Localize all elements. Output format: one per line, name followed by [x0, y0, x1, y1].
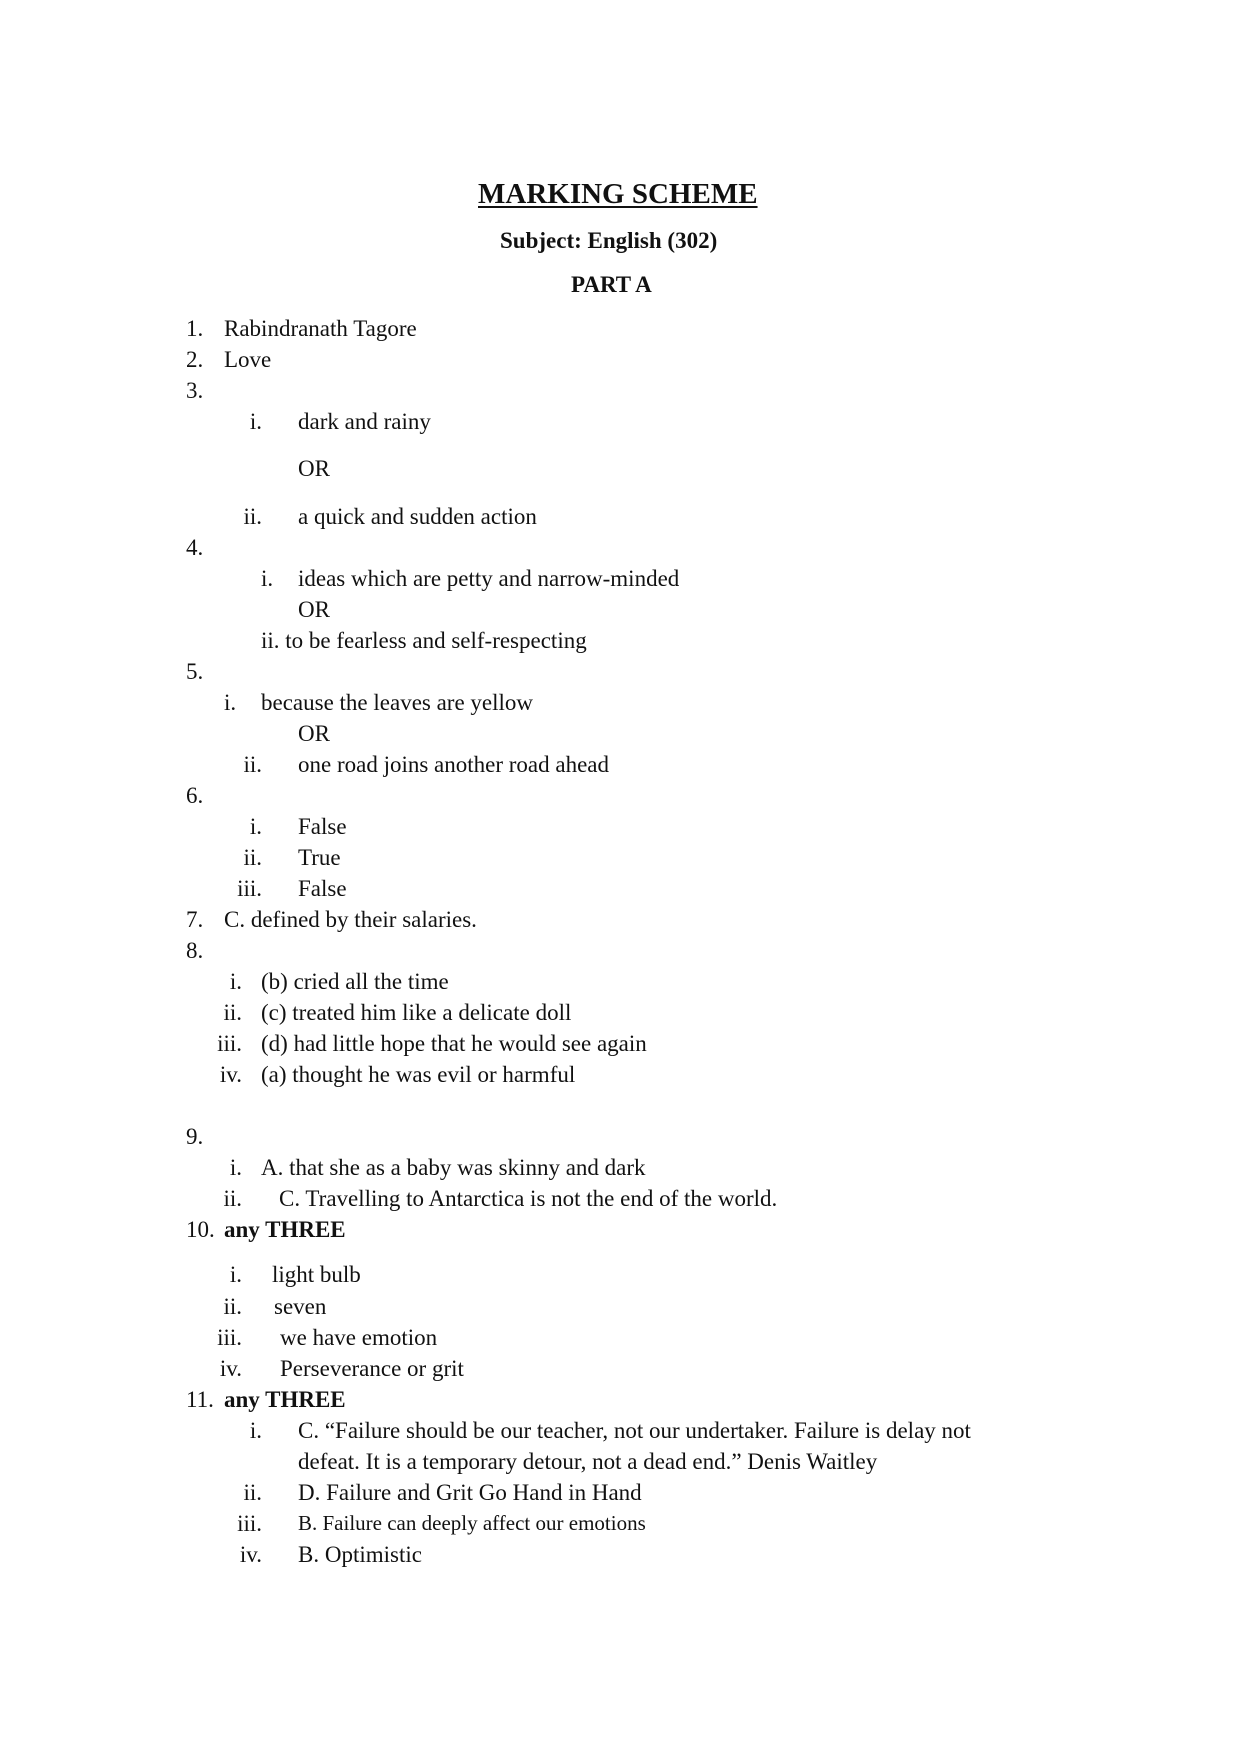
q5-i-label: i.	[224, 690, 237, 715]
q6-iii-answer: False	[298, 876, 347, 901]
q1-number: 1.	[186, 316, 204, 341]
q8-ii-label: ii.	[223, 1000, 242, 1025]
q3-i-label: i.	[249, 409, 262, 434]
q4-i-label: i.	[261, 566, 274, 591]
q10-instruction: any THREE	[224, 1217, 346, 1242]
q6-ii-answer: True	[298, 845, 341, 870]
q11-instruction: any THREE	[224, 1387, 346, 1412]
q5-ii-answer: one road joins another road ahead	[298, 752, 610, 777]
q7-number: 7.	[186, 907, 204, 932]
q5-i-answer: because the leaves are yellow	[261, 690, 534, 715]
q6-i-answer: False	[298, 814, 347, 839]
q11-i-answer-line2: defeat. It is a temporary detour, not a dead end.” Denis Waitley	[298, 1449, 878, 1474]
q3-number: 3.	[186, 378, 204, 403]
q4-i-answer: ideas which are petty and narrow-minded	[298, 566, 680, 591]
q10-iii-label: iii.	[217, 1325, 242, 1350]
q7-answer: C. defined by their salaries.	[224, 907, 477, 932]
q10-iv-label: iv.	[219, 1356, 242, 1381]
q3-ii-label: ii.	[243, 504, 262, 529]
q8-i-answer: (b) cried all the time	[261, 969, 449, 994]
q10-i-label: i.	[229, 1262, 242, 1287]
q11-ii-answer: D. Failure and Grit Go Hand in Hand	[298, 1480, 642, 1505]
part-heading: PART A	[571, 272, 652, 297]
q4-number: 4.	[186, 535, 204, 560]
q1-answer: Rabindranath Tagore	[224, 316, 417, 341]
q8-iii-label: iii.	[217, 1031, 242, 1056]
q10-i-answer: light bulb	[272, 1262, 361, 1287]
q8-iii-answer: (d) had little hope that he would see again	[261, 1031, 647, 1056]
q4-or: OR	[298, 597, 330, 622]
q6-number: 6.	[186, 783, 204, 808]
q8-ii-answer: (c) treated him like a delicate doll	[261, 1000, 572, 1025]
q6-ii-label: ii.	[243, 845, 262, 870]
q8-number: 8.	[186, 938, 204, 963]
q11-iv-label: iv.	[239, 1542, 262, 1567]
q8-iv-answer: (a) thought he was evil or harmful	[261, 1062, 576, 1087]
q8-iv-label: iv.	[219, 1062, 242, 1087]
q8-i-label: i.	[229, 969, 242, 994]
q10-iii-answer: we have emotion	[280, 1325, 438, 1350]
q10-ii-label: ii.	[223, 1294, 242, 1319]
q9-i-answer: A. that she as a baby was skinny and dark	[261, 1155, 646, 1180]
q3-or: OR	[298, 456, 330, 481]
q2-number: 2.	[186, 347, 204, 372]
q4-ii-answer: ii. to be fearless and self-respecting	[261, 628, 587, 653]
document-title: MARKING SCHEME	[478, 178, 758, 210]
q11-iii-label: iii.	[237, 1511, 262, 1536]
q5-ii-label: ii.	[243, 752, 262, 777]
q11-iv-answer: B. Optimistic	[298, 1542, 422, 1567]
q6-iii-label: iii.	[237, 876, 262, 901]
subject-heading: Subject: English (302)	[500, 228, 718, 253]
q9-i-label: i.	[229, 1155, 242, 1180]
q11-ii-label: ii.	[243, 1480, 262, 1505]
q11-i-label: i.	[249, 1418, 262, 1443]
q5-number: 5.	[186, 659, 204, 684]
q11-iii-answer: B. Failure can deeply affect our emotions	[298, 1511, 646, 1535]
q9-ii-label: ii.	[223, 1186, 242, 1211]
q6-i-label: i.	[249, 814, 262, 839]
q11-i-answer-line1: C. “Failure should be our teacher, not our undertaker. Failure is delay not	[298, 1418, 971, 1443]
q10-iv-answer: Perseverance or grit	[280, 1356, 464, 1381]
q2-answer: Love	[224, 347, 272, 372]
q9-number: 9.	[186, 1124, 204, 1149]
q9-ii-answer: C. Travelling to Antarctica is not the end of the world.	[279, 1186, 778, 1211]
q3-ii-answer: a quick and sudden action	[298, 504, 537, 529]
q3-i-answer: dark and rainy	[298, 409, 431, 434]
q10-number: 10.	[186, 1217, 215, 1242]
q11-number: 11.	[186, 1387, 214, 1412]
q10-ii-answer: seven	[274, 1294, 327, 1319]
q5-or: OR	[298, 721, 330, 746]
